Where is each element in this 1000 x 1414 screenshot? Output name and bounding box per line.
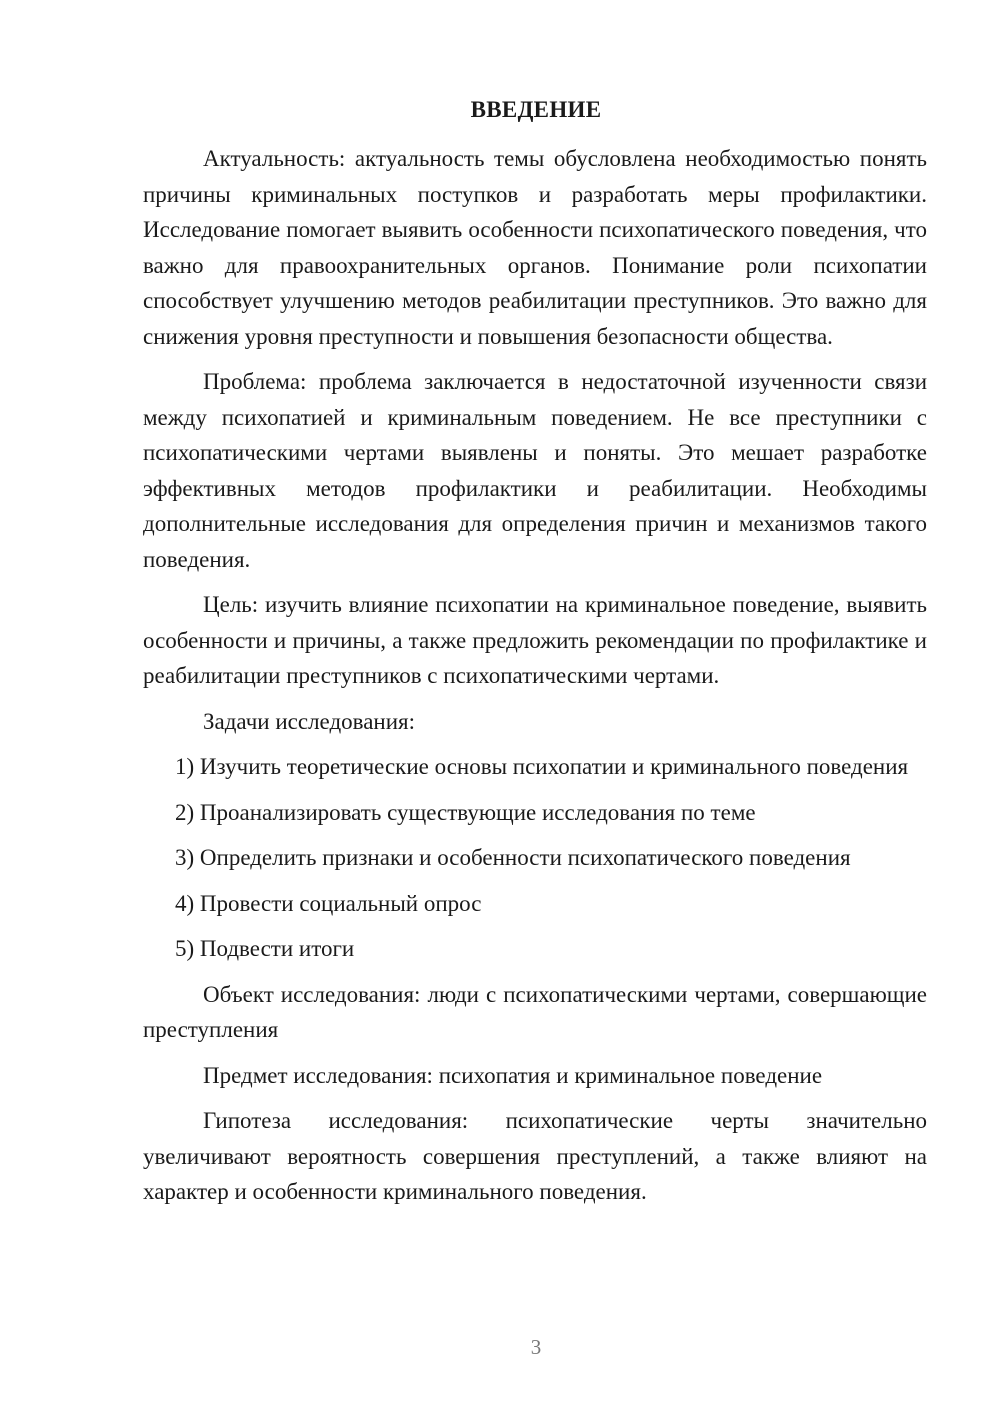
paragraph-hypothesis: Гипотеза исследования: психопатические черты значительно увеличивают вероятность совершения преступлений, а также влияют на характер и особенности криминального поведения. [143, 1108, 927, 1204]
page-number: 3 [530, 1335, 542, 1359]
paragraph-relevance: Актуальность: актуальность темы обусловлена необходимостью понять причины криминальных поступков и разработать меры профилактики. Исследование помогает выявить особенности психопатического поведения, что важно для правоохранительных органов. Понимание роли психопатии способствует улучшению методов реабилитации преступников. Это важно для снижения уровня преступности и повышения безопасности общества. [143, 146, 927, 349]
tasks-heading: Задачи исследования: [203, 708, 416, 734]
task-item-3: 3) Определить признаки и особенности психопатического поведения [175, 845, 851, 870]
paragraph-problem: Проблема: проблема заключается в недостаточной изученности связи между психопатией и криминальным поведением. Не все преступники с психопатическими чертами выявлены и поняты. Это мешает разработке эффективных методов профилактики и реабилитации. Необходимы дополнительные исследования для определения причин и механизмов такого поведения. [143, 369, 927, 572]
paragraph-object: Объект исследования: люди с психопатическими чертами, совершающие преступления [143, 981, 927, 1042]
task-item-4: 4) Провести социальный опрос [175, 890, 482, 916]
task-item-2: 2) Проанализировать существующие исследования по теме [175, 799, 756, 825]
page-title: ВВЕДЕНИЕ [470, 97, 602, 122]
paragraph-subject: Предмет исследования: психопатия и криминальное поведение [203, 1062, 823, 1088]
document-body [143, 141, 927, 1210]
task-item-5: 5) Подвести итоги [175, 936, 355, 961]
task-item-1: 1) Изучить теоретические основы психопатии и криминального поведения [175, 754, 909, 779]
paragraph-goal: Цель: изучить влияние психопатии на криминальное поведение, выявить особенности и причины, а также предложить рекомендации по профилактике и реабилитации преступников с психопатическими чертами. [143, 592, 927, 688]
